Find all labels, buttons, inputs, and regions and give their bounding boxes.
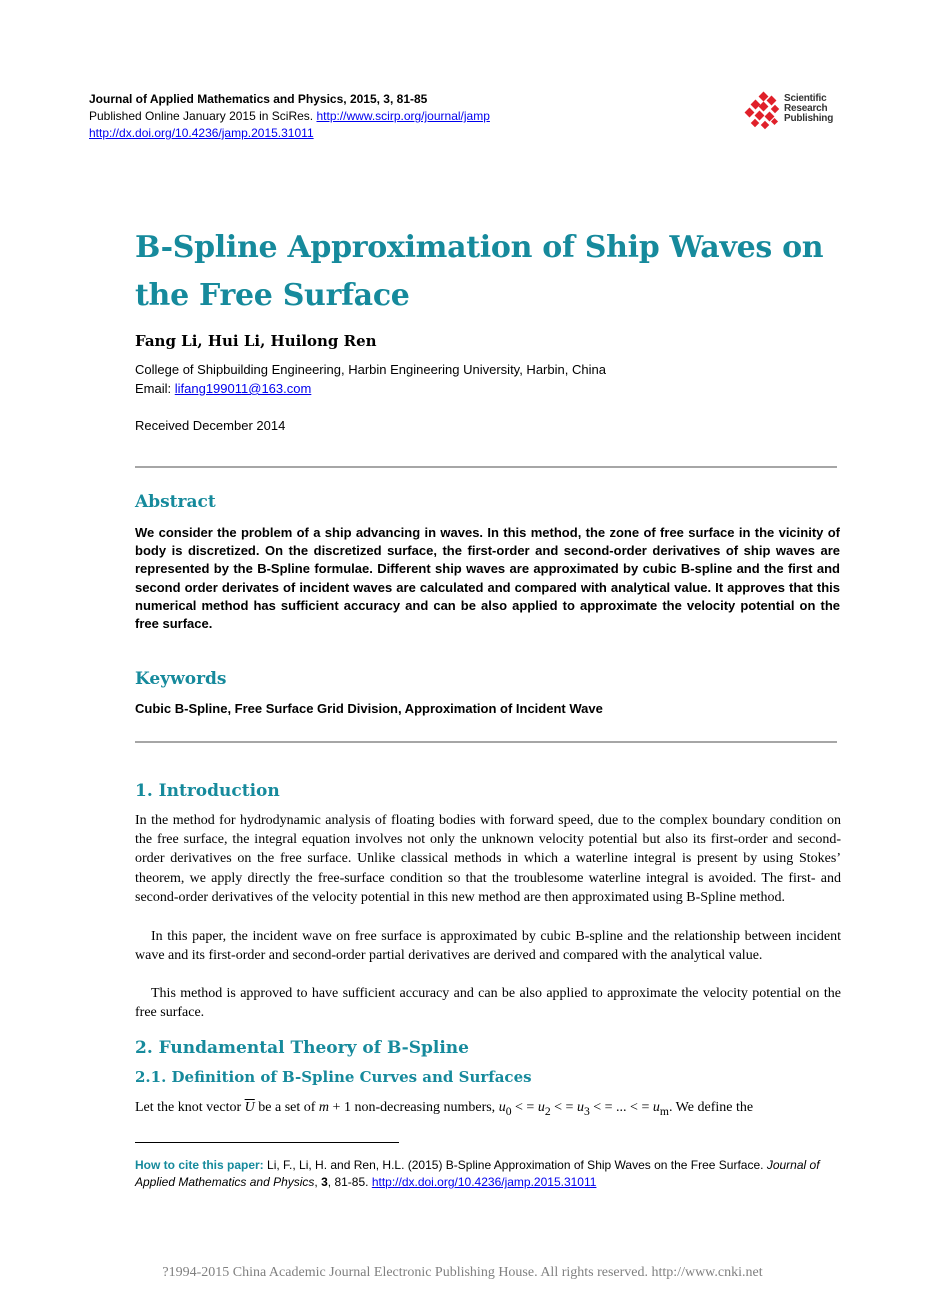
cite-volume: 3	[321, 1175, 328, 1189]
email-line	[135, 381, 311, 396]
cite-doi-link[interactable]: http://dx.doi.org/10.4236/jamp.2015.31011	[371, 1175, 597, 1189]
subscript: 0	[505, 1104, 512, 1118]
cite-journal: Journal of Applied Mathematics and Physics	[135, 1158, 820, 1189]
journal-citation-header: Journal of Applied Mathematics and Physics, 2015, 3, 81-85	[89, 92, 428, 106]
divider-top	[135, 466, 837, 468]
abstract-text: We consider the problem of a ship advancing in waves. In this method, the zone of free surface in the vicinity of body is discretized. On the discretized surface, the first-order and second-order derivatives of ship waves are represented by the B-Spline formulae. Different ship waves are approximated by cubic B-spline and the first and second order derivates of incident waves are calculated and compared with analytical value. It approves that this numerical method has sufficient accuracy and can be also applied to approximate the velocity potential on the free surface.	[135, 525, 840, 632]
section-2-heading: 2. Fundamental Theory of B-Spline	[135, 1038, 469, 1058]
text-span: . We define the	[668, 1100, 754, 1115]
publisher-logo-icon	[744, 91, 784, 131]
published-prefix: Published Online January 2015 in SciRes.	[89, 109, 314, 123]
subscript: 2	[544, 1104, 551, 1118]
keywords-text: Cubic B-Spline, Free Surface Grid Division, Approximation of Incident Wave	[135, 701, 603, 716]
text-span: + 1 non-decreasing numbers,	[332, 1100, 499, 1115]
intro-paragraph-1: In the method for hydrodynamic analysis of floating bodies with forward speed, due to the complex boundary condition on the free surface, the integral equation involves not only the unknown velocity potential but also its first-order and second-order derivatives on the free surface. Unlike classical methods in which a waterline integral is present by using Stokes’ theorem, we apply directly the free-surface condition so that the troublesome waterline integral is avoided. The first- and second-order derivatives of the velocity potential in this new method are then approximated using B-Spline method.	[135, 813, 841, 905]
logo-line-3: Publishing	[784, 113, 834, 124]
cite-comma: ,	[314, 1175, 322, 1189]
abstract-heading: Abstract	[135, 492, 216, 512]
cite-text: Li, F., Li, H. and Ren, H.L. (2015) B-Spline Approximation of Ship Waves on the Free Surface.	[263, 1158, 767, 1172]
keywords-heading: Keywords	[135, 669, 227, 689]
knot-vector-symbol: $\overline{U}$	[244, 1100, 255, 1115]
divider-bottom	[135, 741, 837, 743]
email-label: Email:	[135, 381, 172, 396]
intro-paragraph-3: This method is approved to have sufficient accuracy and can be also applied to approximate the velocity potential on the free surface.	[135, 986, 841, 1021]
journal-url-link[interactable]: http://www.scirp.org/journal/jamp	[316, 109, 490, 123]
authors: Fang Li, Hui Li, Huilong Ren	[135, 332, 377, 350]
intro-paragraph-2: In this paper, the incident wave on free surface is approximated by cubic B-spline and the relationship between incident wave and its first-order and second-order partial derivatives are derived and compared with the analytical value.	[135, 929, 841, 964]
logo-line-2: Research	[784, 103, 828, 114]
section-2-1-heading: 2.1. Definition of B-Spline Curves and Surfaces	[135, 1068, 532, 1086]
footnote-rule	[135, 1142, 399, 1143]
email-link[interactable]: lifang199011@163.com	[174, 381, 312, 396]
subscript: m	[659, 1104, 669, 1118]
cite-label: How to cite this paper:	[135, 1158, 264, 1172]
text-span: Let the knot vector	[135, 1100, 245, 1115]
published-line	[89, 108, 490, 125]
title-line-2: the Free Surface	[135, 278, 410, 313]
how-to-cite	[135, 1157, 843, 1191]
title-line-1: B-Spline Approximation of Ship Waves on	[135, 230, 824, 265]
cnki-footer: ?1994-2015 China Academic Journal Electronic Publishing House. All rights reserved. http://www.cnki.net	[162, 1265, 763, 1280]
affiliation: College of Shipbuilding Engineering, Harbin Engineering University, Harbin, China	[135, 362, 606, 377]
doi-link[interactable]: http://dx.doi.org/10.4236/jamp.2015.31011	[89, 126, 314, 140]
var-u: u	[652, 1100, 660, 1115]
received-date: Received December 2014	[135, 418, 286, 433]
introduction-heading: 1. Introduction	[135, 781, 280, 801]
text-span: be a set of	[258, 1100, 319, 1115]
doi-line	[89, 125, 314, 142]
var-u: u	[537, 1100, 545, 1115]
paper-title	[135, 224, 835, 320]
var-u: u	[498, 1100, 506, 1115]
cite-pages: , 81-85.	[327, 1175, 372, 1189]
text-span: < =	[515, 1100, 538, 1115]
text-span: < =	[554, 1100, 577, 1115]
var-m: m	[318, 1100, 330, 1115]
publisher-logo	[744, 91, 844, 131]
text-span: < = ... < =	[593, 1100, 653, 1115]
logo-line-1: Scientific	[784, 93, 827, 104]
var-u: u	[576, 1100, 584, 1115]
publisher-logo-text	[784, 94, 833, 124]
section-2-1-paragraph	[135, 1098, 841, 1121]
subscript: 3	[583, 1104, 590, 1118]
